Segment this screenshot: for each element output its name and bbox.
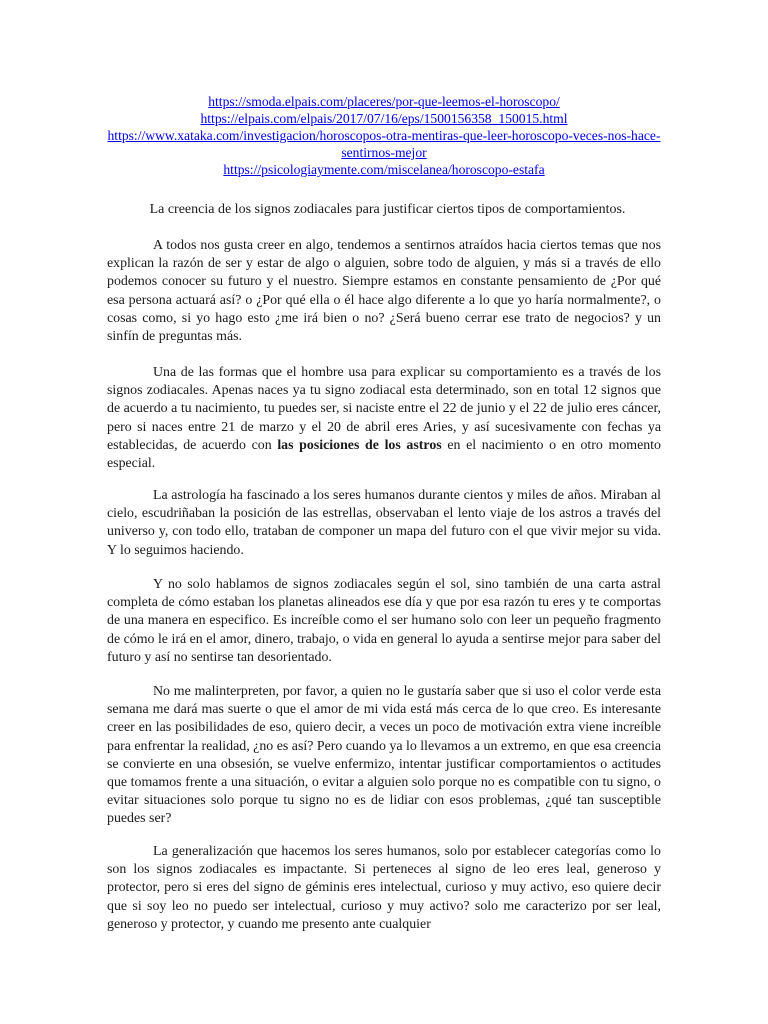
paragraph-3: La astrología ha fascinado a los seres humanos durante cientos y miles de años. Miraban al cielo, escudriñaban la posición de las estrellas, observaban el lento viaje de los astros a través del universo y, con todo ello, trataban de componer un mapa del futuro con el que vivir mejor su vida. Y lo seguimos haciendo. (107, 488, 661, 558)
paragraph-2-text-a: Una de las formas que el hombre usa para explicar su comportamiento es a través de los signos zodiacales. Apenas naces ya tu signo zodiacal esta determinado, son en total 12 signos que de acuerdo a tu nacimiento, tu puedes ser, si naciste entre el 22 de junio y el 22 de julio eres cáncer, pero si naces entre 21 de marzo y el 20 de abril eres Aries, y así sucesivamente con fechas ya establecidas, de acuerdo con (107, 365, 661, 453)
reference-links (100, 93, 668, 178)
link-xataka[interactable]: https://www.xataka.com/investigacion/horoscopos-otra-mentiras-que-leer-horoscopo-veces-nos-hace-sentirnos-mejor (107, 128, 661, 160)
paragraph-4: Y no solo hablamos de signos zodiacales según el sol, sino también de una carta astral completa de cómo estaban los planetas alineados ese día y que por esa razón tu eres y te comportas de una manera en especifico. Es increíble como el ser humano solo con leer un pequeño fragmento de cómo le irá en el amor, dinero, trabajo, o vida en general lo ayuda a sentirse mejor para saber del futuro y así no sentirse tan desorientado. (107, 577, 661, 665)
paragraph-2-text-b: en el nacimiento o en otro momento especial. (107, 437, 661, 472)
link-elpais[interactable]: https://elpais.com/elpais/2017/07/16/eps/1500156358_150015.html (200, 111, 568, 126)
intro-line: La creencia de los signos zodiacales para justificar ciertos tipos de comportamientos. (149, 202, 626, 217)
paragraph-2-bold: las posiciones de los astros (277, 437, 442, 453)
paragraph-2 (107, 364, 661, 473)
paragraph-1: A todos nos gusta creer en algo, tendemos a sentirnos atraídos hacia ciertos temas que nos explican la razón de ser y estar de algo o alguien, sobre todo de alguien, y más si a través de ello podemos conocer su futuro y el nuestro. Siempre estamos en constante pensamiento de ¿Por qué esa persona actuará así? o ¿Por qué ella o él hace algo diferente a lo que yo haría normalmente?, o cosas como, si yo hago esto ¿me irá bien o no? ¿Será bueno cerrar ese trato de negocios? y un sinfín de preguntas más. (107, 238, 661, 345)
link-smoda[interactable]: https://smoda.elpais.com/placeres/por-que-leemos-el-horoscopo/ (208, 94, 560, 109)
paragraph-5: No me malinterpreten, por favor, a quien no le gustaría saber que si uso el color verde esta semana me dará mas suerte o que el amor de mi vida está más cerca de lo que creo. Es interesante creer en las posibilidades de eso, quiero decir, a veces un poco de motivación extra viene increíble para enfrentar la realidad, ¿no es así? Pero cuando ya lo llevamos a un extremo, en que esa creencia se convierte en una obsesión, se vuelve enfermizo, intentar justificar comportamientos o actitudes que tomamos frente a una situación, o evitar a alguien solo porque no es compatible con tu signo, o evitar situaciones solo porque tu signo no es de lidiar con esos problemas, ¿qué tan susceptible puedes ser? (107, 684, 661, 827)
paragraph-6: La generalización que hacemos los seres humanos, solo por establecer categorías como lo son los signos zodiacales es impactante. Si perteneces al signo de leo eres leal, generoso y protector, pero si eres del signo de géminis eres intelectual, curioso y muy activo, eso quiere decir que si soy leo no puedo ser intelectual, curioso y muy activo? solo me caracterizo por ser leal, generoso y protector, y cuando me presento ante cualquier (107, 844, 661, 932)
link-psicologiaymente[interactable]: https://psicologiaymente.com/miscelanea/horoscopo-estafa (223, 162, 545, 177)
